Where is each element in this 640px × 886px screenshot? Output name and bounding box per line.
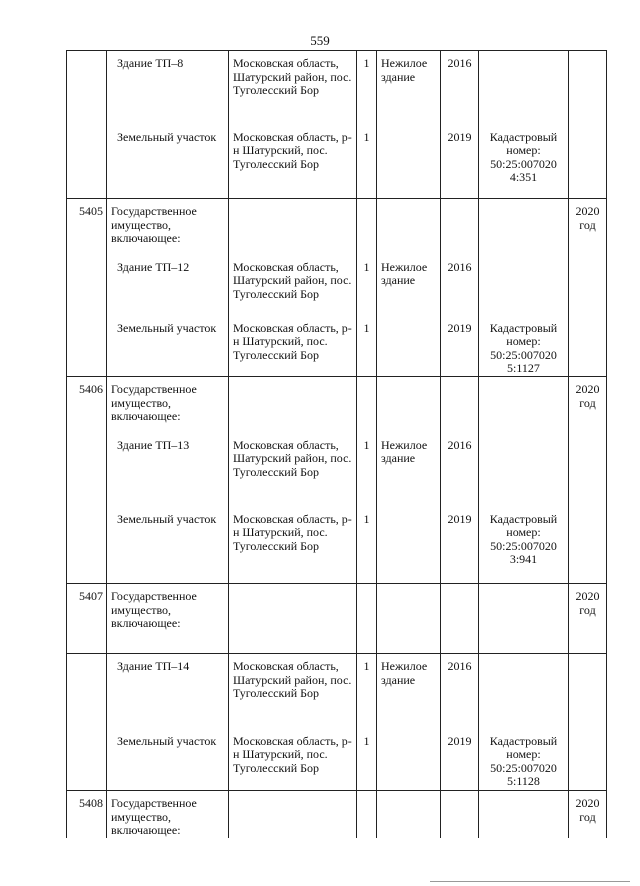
property-name: Здание ТП–14	[107, 654, 229, 729]
property-note: Кадастровый номер: 50:25:007020 5:1128	[479, 729, 569, 791]
property-year: 2016	[441, 654, 479, 729]
property-purpose	[377, 316, 441, 377]
property-address: Московская область, р-н Шатурский, пос. Туголесский Бор	[229, 729, 357, 791]
row-number: 5406	[67, 377, 107, 433]
property-note: Кадастровый номер: 50:25:007020 3:941	[479, 507, 569, 584]
property-year: 2019	[441, 125, 479, 199]
property-purpose: Нежилое здание	[377, 51, 441, 125]
transfer-period	[569, 507, 607, 584]
property-name: Земельный участок	[107, 316, 229, 377]
property-purpose: Нежилое здание	[377, 654, 441, 729]
transfer-period: 2020 год	[569, 377, 607, 433]
table-row	[67, 654, 607, 729]
transfer-period	[569, 729, 607, 791]
property-address: Московская область, Шатурский район, пос. Туголесский Бор	[229, 654, 357, 729]
table-row	[67, 507, 607, 584]
property-year: 2016	[441, 51, 479, 125]
property-note	[479, 584, 569, 654]
property-name: Государственное имущество, включающее:	[107, 377, 229, 433]
property-purpose	[377, 729, 441, 791]
property-note	[479, 791, 569, 838]
property-quantity	[357, 584, 377, 654]
page-number: 559	[310, 33, 330, 48]
transfer-period: 2020 год	[569, 199, 607, 255]
property-note	[479, 654, 569, 729]
property-quantity	[357, 791, 377, 838]
property-quantity: 1	[357, 433, 377, 507]
transfer-period	[569, 51, 607, 125]
property-purpose: Нежилое здание	[377, 433, 441, 507]
property-address: Московская область, р-н Шатурский, пос. Туголесский Бор	[229, 507, 357, 584]
property-note: Кадастровый номер: 50:25:007020 4:351	[479, 125, 569, 199]
table-row	[67, 125, 607, 199]
property-address: Московская область, Шатурский район, пос. Туголесский Бор	[229, 255, 357, 316]
row-number	[67, 255, 107, 316]
row-number	[67, 433, 107, 507]
property-quantity: 1	[357, 255, 377, 316]
property-quantity	[357, 377, 377, 433]
property-address: Московская область, Шатурский район, пос. Туголесский Бор	[229, 51, 357, 125]
property-year: 2016	[441, 255, 479, 316]
property-quantity	[357, 199, 377, 255]
row-number	[67, 125, 107, 199]
property-name: Здание ТП–13	[107, 433, 229, 507]
transfer-period	[569, 255, 607, 316]
property-address: Московская область, р-н Шатурский, пос. Туголесский Бор	[229, 316, 357, 377]
table-row	[67, 791, 607, 838]
property-purpose	[377, 584, 441, 654]
property-quantity: 1	[357, 51, 377, 125]
property-year	[441, 199, 479, 255]
property-name: Государственное имущество, включающее:	[107, 584, 229, 654]
property-address	[229, 199, 357, 255]
row-number: 5405	[67, 199, 107, 255]
property-name: Государственное имущество, включающее:	[107, 199, 229, 255]
row-number	[67, 729, 107, 791]
property-address: Московская область, р-н Шатурский, пос. Туголесский Бор	[229, 125, 357, 199]
property-year: 2019	[441, 507, 479, 584]
property-year: 2016	[441, 433, 479, 507]
property-purpose: Нежилое здание	[377, 255, 441, 316]
row-number: 5408	[67, 791, 107, 838]
property-note	[479, 255, 569, 316]
property-name: Земельный участок	[107, 507, 229, 584]
property-address	[229, 791, 357, 838]
transfer-period	[569, 654, 607, 729]
property-note	[479, 199, 569, 255]
table-row	[67, 316, 607, 377]
property-purpose	[377, 791, 441, 838]
property-purpose	[377, 507, 441, 584]
property-year: 2019	[441, 316, 479, 377]
property-note	[479, 51, 569, 125]
property-table	[66, 50, 607, 838]
property-address	[229, 584, 357, 654]
property-purpose	[377, 125, 441, 199]
property-quantity: 1	[357, 507, 377, 584]
property-note	[479, 433, 569, 507]
property-name: Государственное имущество, включающее:	[107, 791, 229, 838]
property-year	[441, 584, 479, 654]
property-quantity: 1	[357, 125, 377, 199]
table-row	[67, 377, 607, 433]
property-quantity: 1	[357, 729, 377, 791]
table-row	[67, 584, 607, 654]
transfer-period: 2020 год	[569, 584, 607, 654]
property-quantity: 1	[357, 316, 377, 377]
transfer-period: 2020 год	[569, 791, 607, 838]
property-address	[229, 377, 357, 433]
transfer-period	[569, 433, 607, 507]
property-year	[441, 791, 479, 838]
transfer-period	[569, 316, 607, 377]
row-number	[67, 51, 107, 125]
property-name: Земельный участок	[107, 729, 229, 791]
property-note	[479, 377, 569, 433]
row-number	[67, 507, 107, 584]
table-row	[67, 51, 607, 125]
table-row	[67, 255, 607, 316]
property-note: Кадастровый номер: 50:25:007020 5:1127	[479, 316, 569, 377]
property-name: Здание ТП–12	[107, 255, 229, 316]
table-row	[67, 199, 607, 255]
scan-artifact-line	[430, 881, 630, 882]
property-name: Здание ТП–8	[107, 51, 229, 125]
row-number	[67, 316, 107, 377]
property-year: 2019	[441, 729, 479, 791]
property-name: Земельный участок	[107, 125, 229, 199]
transfer-period	[569, 125, 607, 199]
row-number	[67, 654, 107, 729]
property-purpose	[377, 377, 441, 433]
row-number: 5407	[67, 584, 107, 654]
property-year	[441, 377, 479, 433]
table-row	[67, 729, 607, 791]
table-row	[67, 433, 607, 507]
property-quantity: 1	[357, 654, 377, 729]
property-purpose	[377, 199, 441, 255]
property-address: Московская область, Шатурский район, пос. Туголесский Бор	[229, 433, 357, 507]
